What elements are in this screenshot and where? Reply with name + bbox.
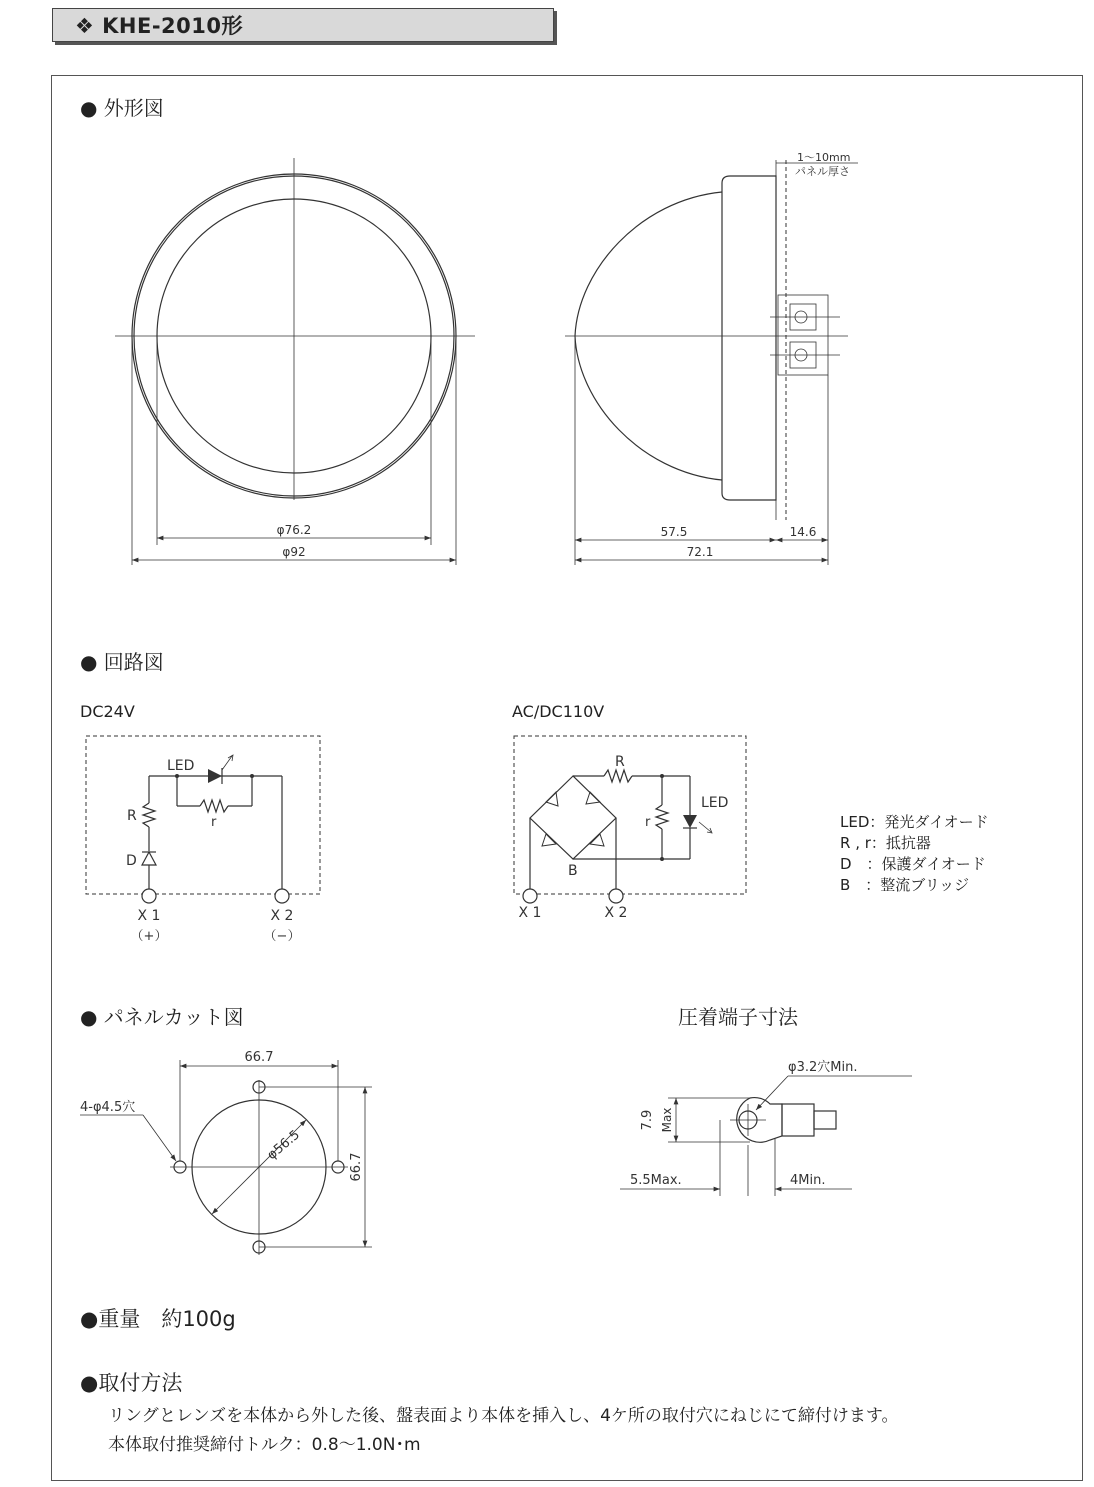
crimp-terminal-drawing [620,1060,912,1196]
crimp-left-dim: 5.5Max. [630,1173,682,1188]
ac-b-label: B [568,863,578,879]
mount-torque: 本体取付推奨締付トルク：0.8～1.0N･m [108,1435,421,1455]
section-mount-title: ●取付方法 [80,1371,183,1395]
front-view [115,158,475,565]
ac-circuit-title: AC/DC110V [512,702,605,721]
cut-holes: 4-φ4.5穴 [80,1100,136,1115]
ac-circuit [514,736,746,921]
ac-led-label: LED [701,795,729,811]
dc-led-label: LED [167,758,195,774]
crimp-right-dim: 4Min. [790,1173,826,1188]
dim-outer-dia: φ92 [282,545,306,559]
ac-r-label: R [615,754,625,770]
dim-57: 57.5 [660,525,688,539]
dc-r-label: R [127,808,137,824]
panel-cut-drawing [80,1050,372,1255]
dc-circuit [86,736,320,944]
section-outline-title: ● 外形図 [80,96,164,120]
dc-minus-label: （−） [263,929,301,944]
crimp-height-max: Max [660,1107,674,1133]
dc-small-r-label: r [211,815,217,830]
dim-72: 72.1 [686,545,714,559]
bezel [722,176,776,500]
legend-item: B ：整流ブリッジ [840,876,970,894]
cut-width: 66.7 [244,1050,274,1065]
crimp-height: 7.9 [640,1109,655,1131]
legend-item: D ：保護ダイオード [840,855,986,873]
section-circuit-title: ● 回路図 [80,650,164,674]
mount-instruction: リングとレンズを本体から外した後、盤表面より本体を挿入し、4ケ所の取付穴にねじにて締付けます。 [108,1406,899,1426]
cut-height: 66.7 [349,1152,364,1182]
legend-item: LED：発光ダイオード [840,813,989,831]
dc-plus-label: （+） [130,929,168,944]
cut-diameter: φ56.5 [264,1127,303,1164]
legend-item: R , r：抵抗器 [840,834,931,852]
section-crimp-title: 圧着端子寸法 [678,1005,798,1029]
ac-x1-label: X 1 [518,905,542,921]
bridge [530,776,616,859]
dc-x1-label: X 1 [137,908,161,924]
page-title-text: ❖ KHE-2010形 [75,14,243,38]
dim-inner-dia: φ76.2 [276,523,312,537]
dc-d-label: D [126,853,137,869]
dc-circuit-title: DC24V [80,702,135,721]
crimp-hole-dim: φ3.2穴Min. [788,1060,858,1075]
weight-text: ●重量 約100g [80,1307,236,1331]
panel-thickness: パネル厚さ [795,165,850,178]
dim-14: 14.6 [789,525,817,539]
side-view [565,151,858,565]
ac-small-r-label: r [645,815,651,830]
section-panelcut-title: ● パネルカット図 [80,1005,244,1029]
panel-range: 1～10mm [797,151,851,164]
ac-x2-label: X 2 [604,905,628,921]
dc-x2-label: X 2 [270,908,294,924]
